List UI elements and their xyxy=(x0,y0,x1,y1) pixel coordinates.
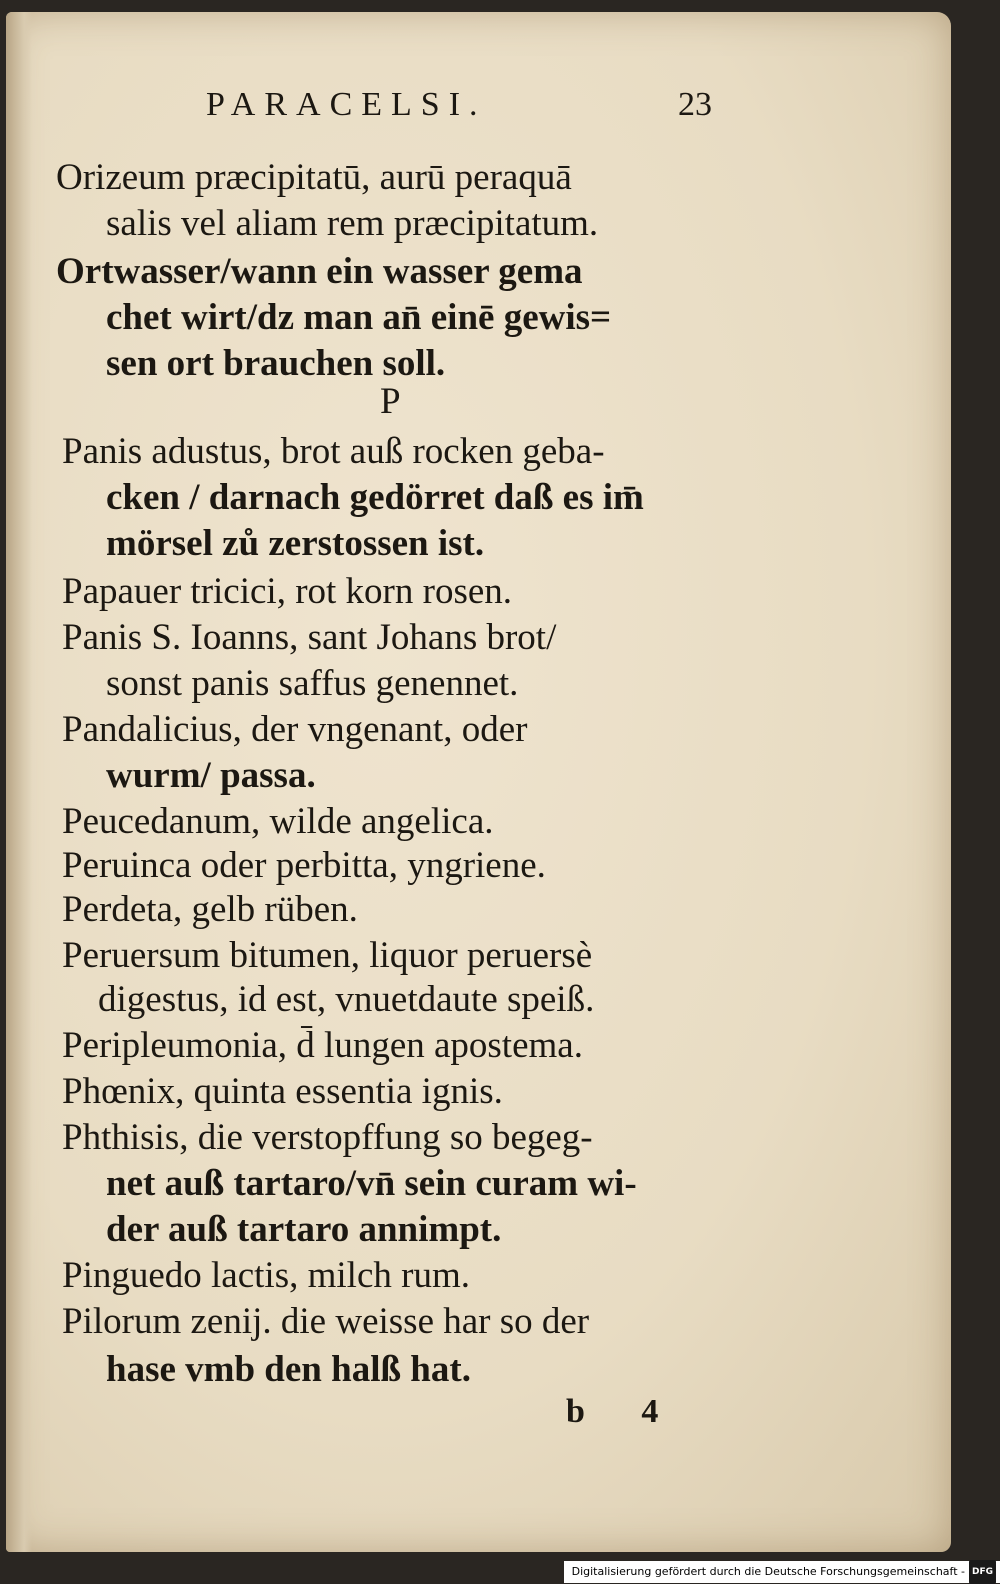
text-line: Peripleumonia, d̄ lungen apostema. xyxy=(62,1025,583,1066)
text-line: Pinguedo lactis, milch rum. xyxy=(62,1255,470,1296)
section-letter: P xyxy=(380,381,401,422)
text-line: Phœnix, quinta essentia ignis. xyxy=(62,1071,503,1112)
text-line: sen ort brauchen soll. xyxy=(106,343,446,384)
text-line: Panis S. Ioanns, sant Johans brot/ xyxy=(62,617,557,658)
text-line: Peruersum bitumen, liquor peruersè xyxy=(62,935,593,976)
text-line: Perdeta, gelb rüben. xyxy=(62,889,358,930)
text-line: Panis adustus, brot auß rocken geba- xyxy=(62,431,605,472)
running-header: PARACELSI. xyxy=(206,86,487,123)
book-spine-shadow xyxy=(6,12,32,1552)
text-line: Pandalicius, der vngenant, oder xyxy=(62,709,528,750)
text-line: Peruinca oder perbitta, yngriene. xyxy=(62,845,546,886)
text-line: Orizeum præcipitatū, aurū peraquā xyxy=(56,157,572,198)
text-line: mörsel zů zerstossen ist. xyxy=(106,523,485,564)
text-line: Papauer tricici, rot korn rosen. xyxy=(62,571,513,612)
text-line: cken / darnach gedörret daß es im̄ xyxy=(106,477,644,518)
text-line: der auß tartaro annimpt. xyxy=(106,1209,502,1250)
text-line: Ortwasser/wann ein wasser gema xyxy=(56,251,583,292)
text-line: Peucedanum, wilde angelica. xyxy=(62,801,494,842)
signature-mark: b 4 xyxy=(566,1393,683,1430)
digitization-credit xyxy=(564,1561,1000,1583)
page-number: 23 xyxy=(678,86,712,123)
text-line: digestus, id est, vnuetdaute speiß. xyxy=(98,979,595,1020)
text-line: sonst panis saffus genennet. xyxy=(106,663,519,704)
credit-text: Digitalisierung gefördert durch die Deutsche Forschungsgemeinschaft - xyxy=(571,1565,965,1578)
dfg-logo-icon: DFG xyxy=(969,1560,996,1584)
text-line: salis vel aliam rem præcipitatum. xyxy=(106,203,599,244)
text-line: Phthisis, die verstopffung so begeg- xyxy=(62,1117,593,1158)
text-line: net auß tartaro/vn̄ sein curam wi- xyxy=(106,1163,637,1204)
text-line: chet wirt/dz man an̄ einē gewis= xyxy=(106,297,612,338)
text-line: wurm/ passa. xyxy=(106,755,316,796)
book-page xyxy=(6,12,951,1552)
text-line: Pilorum zenij. die weisse har so der xyxy=(62,1301,590,1342)
text-line: hase vmb den halß hat. xyxy=(106,1349,471,1390)
